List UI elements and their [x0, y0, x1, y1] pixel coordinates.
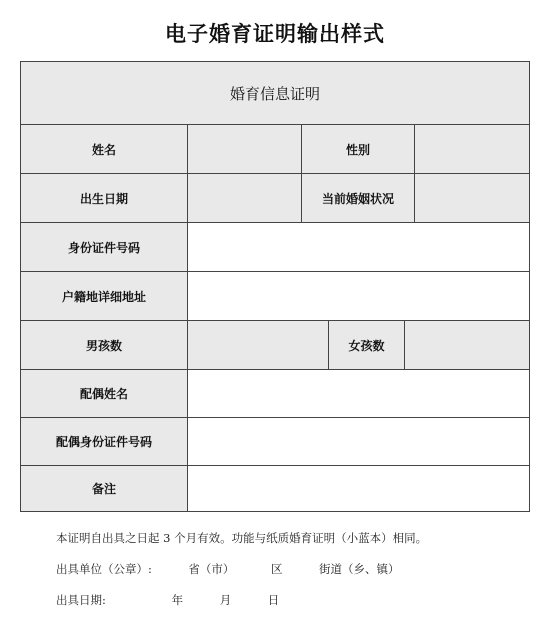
remarks-value[interactable] — [188, 466, 529, 511]
spouse-name-value[interactable] — [188, 370, 529, 418]
issuer-line: 出具单位（公章）: 省（市） 区 街道（乡、镇） — [56, 562, 400, 576]
girls-label: 女孩数 — [329, 321, 405, 370]
birth-date-label: 出生日期 — [21, 174, 188, 223]
birth-date-value[interactable] — [188, 174, 302, 223]
marital-status-value[interactable] — [415, 174, 529, 223]
name-label: 姓名 — [21, 125, 188, 174]
household-address-label: 户籍地详细地址 — [21, 272, 188, 321]
id-number-label: 身份证件号码 — [21, 223, 188, 272]
spouse-id-number-label: 配偶身份证件号码 — [21, 418, 188, 466]
validity-note: 本证明自出具之日起 3 个月有效。功能与纸质婚育证明（小蓝本）相同。 — [56, 531, 428, 545]
marital-status-label: 当前婚姻状况 — [302, 174, 415, 223]
household-address-value[interactable] — [188, 272, 529, 321]
form-header: 婚育信息证明 — [21, 62, 529, 125]
spouse-name-label: 配偶姓名 — [21, 370, 188, 418]
id-number-value[interactable] — [188, 223, 529, 272]
gender-value[interactable] — [415, 125, 529, 174]
boys-value[interactable] — [188, 321, 329, 370]
page-title: 电子婚育证明输出样式 — [165, 21, 385, 46]
certificate-form — [20, 61, 530, 512]
remarks-label: 备注 — [21, 466, 188, 511]
issue-date-line: 出具日期: 年 月 日 — [56, 593, 280, 607]
girls-value[interactable] — [405, 321, 529, 370]
boys-label: 男孩数 — [21, 321, 188, 370]
name-value[interactable] — [188, 125, 302, 174]
spouse-id-number-value[interactable] — [188, 418, 529, 466]
gender-label: 性别 — [302, 125, 415, 174]
